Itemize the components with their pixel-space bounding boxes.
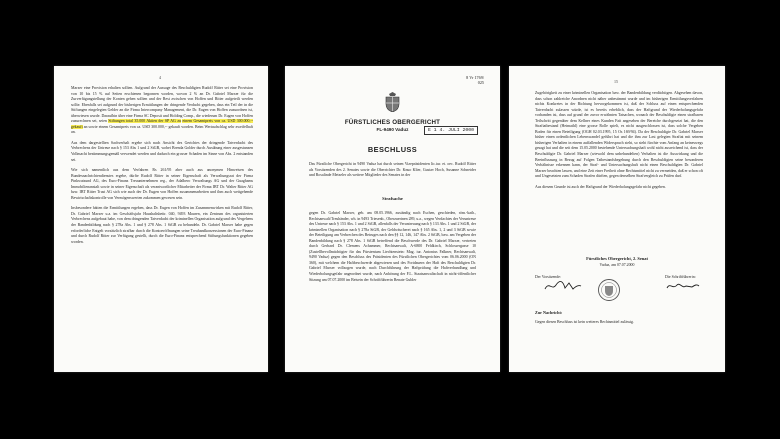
page-3-text	[535, 91, 703, 195]
page-1-text	[71, 86, 253, 250]
ref-number: 025	[477, 80, 484, 85]
signature-court: Fürstliches Obergericht, 2. Senat	[586, 256, 648, 261]
intro-text: Das Fürstliche Obergericht in 9490 Vaduz hat durch seinen Vizepräsidenten lic.iur. et. oec. Rudolf Ritter als Vorsitzenden des 2. Senates sowie die Oberrichter Dr. Knuo Klier, Gustav Hoch, Susanne Schneider und Rosalinde Metzeler als weitere Mitglieder des Senates in der	[309, 162, 476, 178]
case-number: 8 Vr 1769/	[466, 75, 484, 80]
court-seal-icon	[597, 278, 621, 302]
subject-heading: Strafsache	[382, 196, 403, 201]
chair-signature-icon	[543, 279, 583, 293]
highlighted-text: einem Gesamtpreis von ca. USD 300.000,-- gekauft	[71, 119, 254, 129]
paragraph-3: Wie sich namentlich aus dem Verfahren Rs 261/95 aber auch aus anonymen Hinweisen des Bundesnachrichtendienstes ergebe, dürfte Rudolf Ritter in seiner Eigenschaft als Verwaltungsrat der Firma Pinkwatsund AG, des Euro-Finanz Treuunternehmen reg., der Adalbero Verwaltungs AG und der Guaghams Immobilienanstalt sowie in seiner Eigenschaft als verantwortlicher Mitarbeiter der Firma IBT Dr. Walter Ritter AG bzw. IBT Ritter Trust AG sich wie auch der Dr. Eugen von Hoffen zusammenarbeiten und ihm auch weitgehende Bewirtschaftskontrolle von Vermögenswerten zukommen gewesen sein.	[71, 168, 253, 200]
court-name: FÜRSTLICHES OBERGERICHT	[344, 119, 441, 126]
liechtenstein-crest-icon	[384, 92, 401, 112]
paragraph-1: Zugehörigkeit zu einer kriminellen Organisation bzw. der Bandenbildung verdächtigen. Abgesehen davon, dass schon zahlreiche Anordnen nicht näher unbestimmt wurde und im bisherigen Ermittlungsverfahren nichts Konkretes in der Richtung hervorgekommen ist, daß der Schluss auf einen entsprechenden Tatverdacht zulassen würde, ist es bereits erheblich, dass der Haftgrund der Wiederholungsgefahr vorhanden ist, dass auf grund der zuvor erwähnten Tatsachen, wonach der Beschuldigte einen strafbaren Teilschritt gegenüber dem Kellner eines Kunden Fait angesehen der Bereiche durchgesetzt hat, die den Straftatbestand (Heimathl) eine grosse Rolle spielt, es nicht ausgeschlossen ist, dass solche Vergehen Boden für einen Beteiligung (OGH 02.03.1995, 15 Os 169/94). Da der Beschuldigte Dr. Gabriel Marxer bisher einen ordentlichen Lebenswandel geführt hat und die ihm zur Last gelegten Straftat mit seinem bisherigen Verhalten in einem auffallenden Widerspruch steht, so sieht fürchte vom Anfang an keineswegs gesagt hat und die seit dem 15.05.2000 bestehende Untersuchungshaft wohl nicht ausreichend ist, dass der Beschuldigte Dr. Gabriel Marxer (wiewohl dem unbehandelten) Verhalten ist die Auswirkung und die Beeinflussung in Bezug auf Folgen Tatbestandsbegehung durch den Beschuldigten seine besonderen Verhältnisse erkennen kann, der Straf- und Untersuchungshaft nicht einen Beschuldigten Dr. Gabriel Marxer beachten lassen, und eine Zeit einer Freiheit ohne Rechtsmittel nicht zu vermeiden, daß er schon oft und Ungesetzten zum Schaden Strafen dürften, gegen denselben Strafvergleich zu Prüfen darf.	[535, 91, 703, 179]
paragraph-2: Aus diesem Grunde ist auch der Haftgrund der Wiederholungsgefahr nicht gegeben.	[535, 184, 666, 189]
page-number: 4	[159, 75, 161, 80]
paragraph-4: Insbesondere hätten die Ermittlungen ergeben, dass Dr. Eugen von Hoffen im Zusammenwirken mit Rudolf Ritter, Dr. Gabriel Marxer u.a. im Geschäftsjahr Haushaltsbeitr. 040, 9493 Mauren, ein Zentrum des organisierten Verbrechens aufgebaut habe, von dem dringenden Tatverdacht der kriminellen Organisation aufgrund des Vergehens der Bandenbildung nach § 278a Abs. 1 und § 278 Abs. 1 StGB zu behandeln. Dr. Gabriel Marxer habe gegen erforderliche Entgelt vorsätzlich strafbar durch die Kontoeröffnungen seine Treuhandkonzessionen der Euro-Finanz und durch Rudolf Ritter zur Verfügung gestellt, durch die Euro-Finanz entsprechend Stiftungsfunktionen gegeben worden.	[71, 206, 253, 244]
highlighted-text: Stiftungen total 35.000 Aktien der SP AG zu	[108, 119, 182, 124]
chair-label: Der Vorsitzende:	[535, 275, 562, 279]
paragraph-2: Aus dem dargestellten Sachverhalt ergebe sich nach Ansicht des Gerichtes der dringende Tatverdacht des Verbrechens der Untreue nach § 153 Abs 1 und 2 StGB, wobei Brenda Golder durch Ausübung einer ausgestanzen Vollmacht bestimmungsgemäß verwendet werden und dadurch ein grosser Schaden im Sinne von Abs. 2 entstanden sei.	[71, 140, 253, 162]
paragraph-1: Marxer eine Provision erhalten sollten. Aufgrund der Aussage des Beschuldigten Rudolf Ritter sei eine Provision von 10 bis 15 % auf Seiten erschienen begonnen worden, wovon 2 % an Dr. Gabriel Marxer für die Zurverfügungstellung der Konten gehen sollten und der Rest zwischen von Hoffen und Ritter aufgeteilt werden sollte. Ebenfalls sei aufgrund der bisherigen Ermittlungen der dringende Verdacht gegeben, dass ein Teil der in die Stiftungen eingelegten Gelder an die Firma Intercompany Management, die Dr. Eugen von Hoffen zuzuordnen ist, überwiesen wurde. Daraufhin über eine Firma SC Deposit und Holding Comp., die wiederum Dr. Eugen von Hoffen zuzurechnen sei, seien Stiftungen total 35.000 Aktien der SP AG zu einem Gesamtpreis von ca. USD 300.000,-- gekauft an sowie einem Gesamtpreis von ca. USD 300.000,-- gekauft worden. Beim Wertaufschlag sehr zweifelhaft an.	[71, 86, 254, 135]
notice-text: Gegen diesen Beschluss ist kein weiteres Rechtsmittel zulässig.	[535, 320, 634, 324]
clerk-label: Die Schriftführerin:	[665, 275, 696, 279]
document-page-2	[285, 66, 500, 372]
document-page-1	[54, 66, 268, 372]
page-number: 15	[614, 79, 618, 84]
clerk-signature-icon	[665, 280, 701, 292]
document-page-3	[509, 66, 725, 372]
received-stamp: E 1 4. JULI 2000	[424, 126, 478, 135]
case-reference	[466, 75, 484, 85]
case-body-text: gegen Dr. Gabriel Marxer, geb. am 08.05.1966, zuständig nach Eschen, geschieden, röm.-kath., Rechtsanwalt/Treuhänder, wh. in 9493 Triesenb., Oberzuerinen 289, u.a., wegen Verdachtes der Veruntreue des Untreue nach § 153 Abs. 1 und 2 StGB, allenfalls der Veruntreuung nach § 133 Abs. 1 und 2 StGB, der kriminellen Organisation nach § 278a StGB, der Geldwäscherei nach § 165 Abs. 1, 2 und 3 StGB sowie der Beteiligung am Verbrechen des Betruges nach den §§ 12, 146, 147 Abs. 2 StGB, bzw. am Vergehen der Bandenbildung nach § 278 Abs. 1 StGB betreffend die Beschwerde des Dr. Gabriel Marxer, vertreten durch Gerhard Dr. Clemens Achammer, Rechtsanwalt, A-6800 Feldkirch, Schlossergasse 10 (Zustellbevollmächtigter für das Fürstentum Liechtenstein: Mag. iur. Antonius Falkner, Rechtsanwalt, 9490 Vaduz) gegen den Beschluss des Präsidenten des Fürstlichen Obergerichtes vom 06.06.2000 (ON 360), mit welchem die Haftbeschwerde abgewiesen und des Fortdauern der Haft des Beschuldigten Dr. Gabriel Marxer vollzogen wurde, nach Durchführung der Haftprüfung die Haftverhandlung und Wiederholungsgefahr angeordnet wurde, nach Anhörung der F.L. Staatsanwaltschaft in nicht-öffentlicher Sitzung am 07.07.2000 im Beisein der Schriftführerin Renate Gubler	[309, 211, 476, 282]
document-title: BESCHLUSS	[367, 145, 418, 154]
notice-heading: Zur Nachricht:	[535, 310, 563, 315]
court-place: FL-9490 Vaduz	[376, 127, 409, 132]
signature-place-date: Vaduz, am 07.07.2000	[599, 263, 635, 267]
